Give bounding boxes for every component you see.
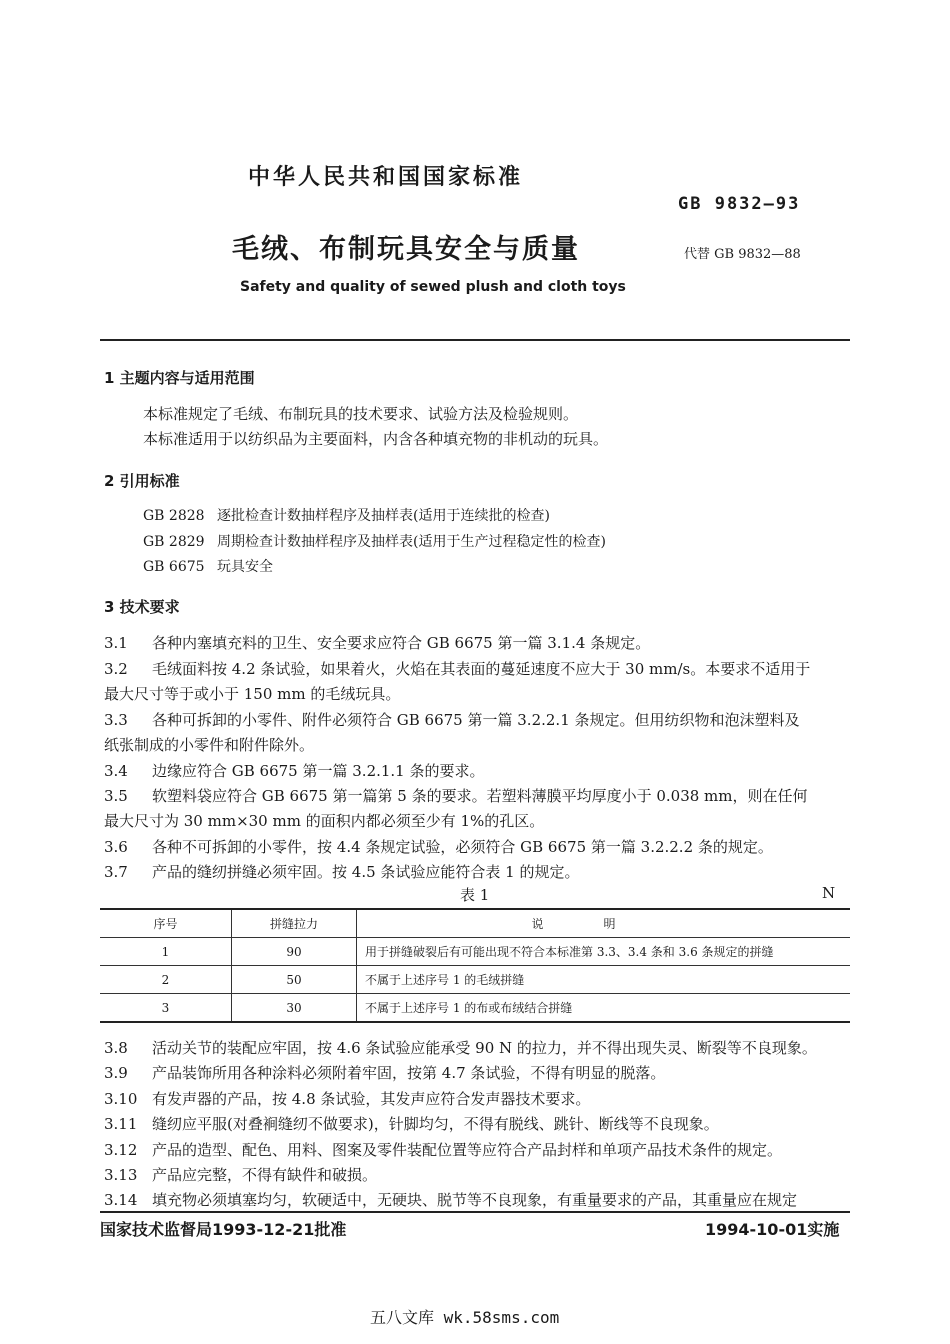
- reference-item: [143, 556, 273, 576]
- clause-text: 产品应完整，不得有缺件和破损。: [152, 1166, 378, 1184]
- clause-3-4: [104, 760, 485, 781]
- reference-title: 玩具安全: [217, 559, 273, 575]
- clause-3-12: [104, 1139, 782, 1160]
- reference-title: 逐批检查计数抽样程序及抽样表(适用于连续批的检查): [217, 508, 550, 524]
- table-header-cell: 说明: [357, 909, 851, 938]
- clause-text: 活动关节的装配应牢固，按 4.6 条试验应能承受 90 N 的拉力，并不得出现失灵、断裂等不良现象。: [152, 1039, 817, 1057]
- section-1-paragraph: 本标准规定了毛绒、布制玩具的技术要求、试验方法及检验规则。: [143, 405, 579, 423]
- clause-3-5: [104, 785, 808, 806]
- table-cell: 30: [232, 994, 357, 1023]
- watermark-text: 五八文库 wk.58sms.com: [370, 1308, 560, 1327]
- clause-number: 3.12: [104, 1141, 138, 1159]
- clause-text: 填充物必须填塞均匀，软硬适中，无硬块、脱节等不良现象，有重量要求的产品，其重量应在规定: [152, 1191, 798, 1209]
- table-cell: 不属于上述序号 1 的布或布绒结合拼缝: [357, 994, 851, 1023]
- table-cell: 用于拼缝破裂后有可能出现不符合本标准第 3.3、3.4 条和 3.6 条规定的拼缝: [357, 938, 851, 966]
- english-title: Safety and quality of sewed plush and cloth toys: [240, 279, 626, 295]
- clause-3-10: [104, 1088, 590, 1109]
- section-2-heading: 2 引用标准: [104, 472, 180, 490]
- clause-text: 产品的缝纫拼缝必须牢固。按 4.5 条试验应能符合表 1 的规定。: [152, 863, 580, 881]
- clause-number: 3.5: [104, 787, 128, 805]
- table-row: [100, 994, 850, 1023]
- clause-number: 3.9: [104, 1064, 128, 1082]
- table-row: [100, 966, 850, 994]
- clause-number: 3.3: [104, 711, 128, 729]
- header-rule: [100, 339, 850, 341]
- clause-3-8: [104, 1037, 817, 1058]
- table-header-cell: 序号: [100, 909, 232, 938]
- table-cell: 50: [232, 966, 357, 994]
- section-3-heading: 3 技术要求: [104, 598, 180, 616]
- effective-date: 1994-10-01实施: [705, 1220, 840, 1239]
- clause-number: 3.4: [104, 762, 128, 780]
- clause-text: 缝纫应平服(对叠裥缝纫不做要求)，针脚均匀，不得有脱线、跳针、断线等不良现象。: [152, 1115, 719, 1133]
- clause-text: 产品的造型、配色、用料、图案及零件装配位置等应符合产品封样和单项产品技术条件的规定。: [152, 1141, 783, 1159]
- clause-number: 3.1: [104, 634, 128, 652]
- reference-code: GB 2829: [143, 534, 205, 550]
- table-cell: 不属于上述序号 1 的毛绒拼缝: [357, 966, 851, 994]
- clause-text: 各种可拆卸的小零件、附件必须符合 GB 6675 第一篇 3.2.2.1 条规定。但用纺织物和泡沫塑料及: [152, 711, 800, 729]
- clause-number: 3.13: [104, 1166, 138, 1184]
- clause-text: 边缘应符合 GB 6675 第一篇 3.2.1.1 条的要求。: [152, 762, 485, 780]
- table-row: [100, 938, 850, 966]
- clause-number: 3.14: [104, 1191, 138, 1209]
- clause-continuation: 最大尺寸等于或小于 150 mm 的毛绒玩具。: [104, 685, 401, 703]
- table-header-cell: 拼缝拉力: [232, 909, 357, 938]
- table-cell: 1: [100, 938, 232, 966]
- clause-number: 3.8: [104, 1039, 128, 1057]
- clause-3-2: [104, 658, 810, 679]
- clause-text: 产品装饰所用各种涂料必须附着牢固，按第 4.7 条试验，不得有明显的脱落。: [152, 1064, 666, 1082]
- reference-code: GB 2828: [143, 508, 205, 524]
- table-cell: 2: [100, 966, 232, 994]
- clause-3-13: [104, 1164, 377, 1185]
- clause-number: 3.7: [104, 863, 128, 881]
- table-1: [100, 908, 850, 1023]
- table-header-row: [100, 909, 850, 938]
- clause-text: 有发声器的产品，按 4.8 条试验，其发声应符合发声器技术要求。: [152, 1090, 591, 1108]
- reference-item: [143, 531, 606, 551]
- clause-text: 各种内塞填充料的卫生、安全要求应符合 GB 6675 第一篇 3.1.4 条规定。: [152, 634, 651, 652]
- clause-number: 3.11: [104, 1115, 138, 1133]
- table-caption: 表 1: [460, 886, 490, 904]
- section-1-heading: 1 主题内容与适用范围: [104, 369, 255, 387]
- reference-item: [143, 505, 550, 525]
- clause-3-3: [104, 709, 800, 730]
- clause-number: 3.2: [104, 660, 128, 678]
- clause-text: 毛绒面料按 4.2 条试验，如果着火，火焰在其表面的蔓延速度不应大于 30 mm/s。本要求不适用于: [152, 660, 811, 678]
- clause-continuation: 纸张制成的小零件和附件除外。: [104, 736, 315, 754]
- section-1-paragraph: 本标准适用于以纺织品为主要面料，内含各种填充物的非机动的玩具。: [143, 430, 609, 448]
- document-title: 毛绒、布制玩具安全与质量: [232, 234, 580, 265]
- reference-code: GB 6675: [143, 559, 205, 575]
- reference-title: 周期检查计数抽样程序及抽样表(适用于生产过程稳定性的检查): [217, 534, 606, 550]
- table-cell: 3: [100, 994, 232, 1023]
- clause-continuation: 最大尺寸为 30 mm×30 mm 的面积内都必须至少有 1%的孔区。: [104, 812, 545, 830]
- country-standard-heading: 中华人民共和国国家标准: [248, 165, 524, 190]
- replaces-note: 代替 GB 9832—88: [684, 247, 801, 262]
- clause-text: 各种不可拆卸的小零件，按 4.4 条规定试验，必须符合 GB 6675 第一篇 3.2.2.2 条的规定。: [152, 838, 773, 856]
- table-unit: N: [822, 884, 836, 902]
- standard-number: GB 9832—93: [678, 194, 801, 214]
- clause-3-11: [104, 1113, 719, 1134]
- clause-number: 3.6: [104, 838, 128, 856]
- clause-text: 软塑料袋应符合 GB 6675 第一篇第 5 条的要求。若塑料薄膜平均厚度小于 0.038 mm，则在任何: [152, 787, 808, 805]
- clause-3-1: [104, 632, 650, 653]
- clause-number: 3.10: [104, 1090, 138, 1108]
- clause-3-7: [104, 861, 579, 882]
- clause-3-6: [104, 836, 773, 857]
- footer-rule: [100, 1211, 850, 1213]
- clause-3-9: [104, 1062, 665, 1083]
- clause-3-14: [104, 1189, 797, 1210]
- table-cell: 90: [232, 938, 357, 966]
- approval-note: 国家技术监督局1993-12-21批准: [100, 1220, 347, 1239]
